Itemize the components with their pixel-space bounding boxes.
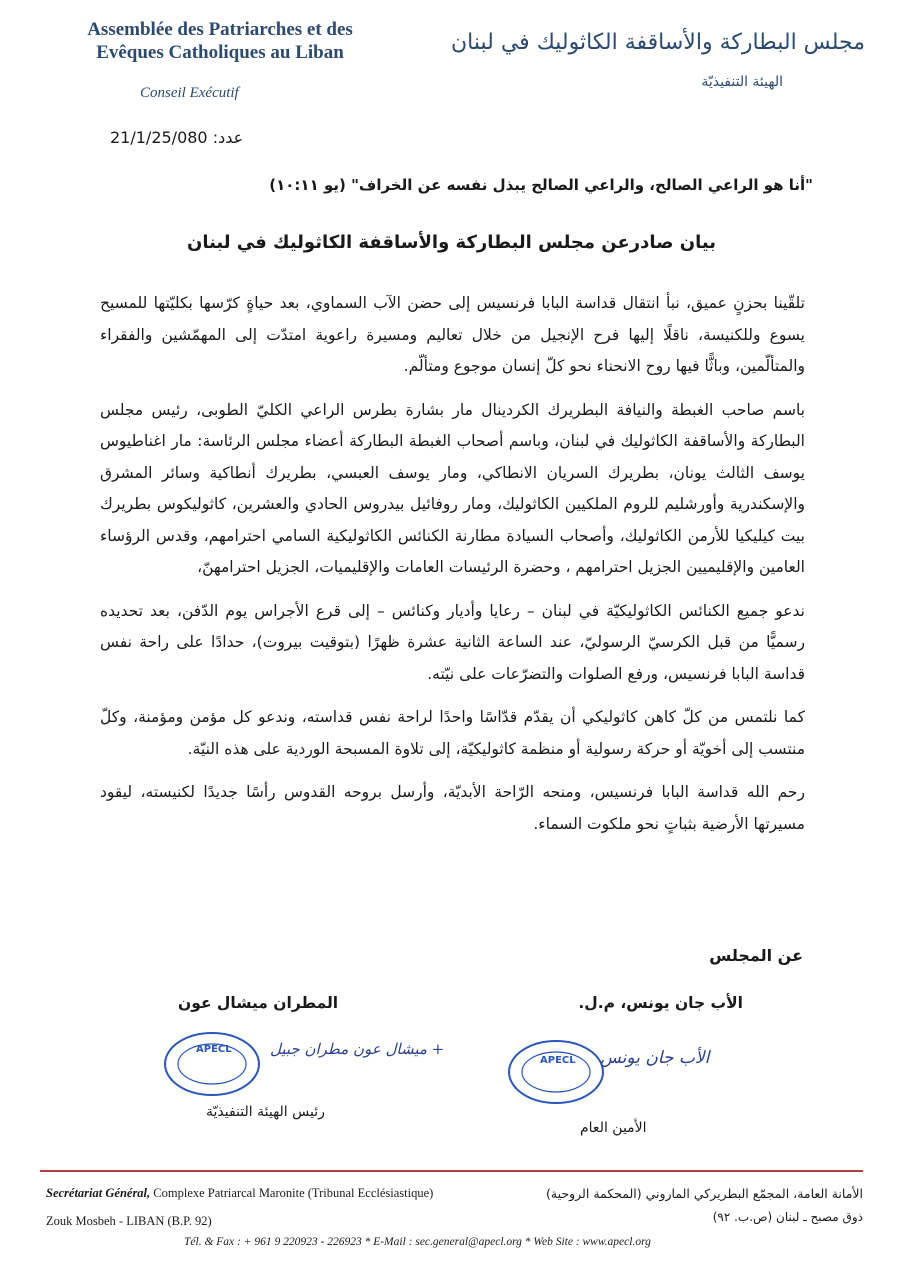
paragraph: باسم صاحب الغبطة والنيافة البطريرك الكردينال مار بشارة بطرس الراعي الكليّ الطوبى، رئيس مجلس البطاركة والأساقفة الكاثوليك في لبنان، وباسم أصحاب الغبطة البطاركة أعضاء مجلس الرئاسة: مار اغناطيوس يوسف الثالث يونان، بطريرك السريان الانطاكي، ومار يوسف العبسي، بطريرك أنطاكية وسائر المشرق والإسكندرية وأورشليم للروم الملكيين الكاثوليك، ومار روفائيل بيدروس الحادي والعشرين، كاثوليكوس بطريرك بيت كيليكيا للأرمن الكاثوليك، وأصحاب السيادة مطارنة الكنائس الكاثوليكية السامي احترامهم، وقدس الرؤساء العامين والإقليميين الجزيل احترامهم ، وحضرة الرئيسات العامات والإقليميات، الجزيل احترامهنّ، — [100, 400, 805, 576]
paragraph: تلقّينا بحزنٍ عميق، نبأ انتقال قداسة البابا فرنسيس إلى حضن الآب السماوي، بعد حياةٍ كرّسها بكليّتها للمسيح يسوع وللكنيسة، ناقلًا إليها فرح الإنجيل من خلال تعاليم ومسيرة راعوية امتدّت إلى المهمّشين والفقراء والمتألّمين، وباثًّا فيها روح الانحناء نحو كلّ إنسان موجوع ومتألّم. — [100, 294, 805, 375]
stamp-left-icon — [162, 1030, 262, 1098]
signatory-left-role: رئيس الهيئة التنفيذيّة — [206, 1104, 325, 1120]
org-name-arabic: مجلس البطاركة والأساقفة الكاثوليك في لبنان — [451, 30, 865, 55]
signature-left: + ميشال عون مطران جبيل — [270, 1040, 445, 1058]
stamp-left-text: APECL — [196, 1044, 232, 1055]
stamp-right-text: APECL — [540, 1055, 576, 1066]
org-name-french — [40, 18, 400, 64]
footer-contact: Tél. & Fax : + 961 9 220923 - 226923 * E-Mail : sec.general@apecl.org * Web Site : www.apecl.org — [184, 1236, 651, 1248]
signatory-right-role: الأمين العام — [580, 1120, 647, 1136]
reference-number — [110, 128, 243, 147]
footer-secretariat-fr — [46, 1186, 433, 1201]
org-name-fr-line2: Evêques Catholiques au Liban — [96, 42, 344, 63]
reference-label: عدد: — [212, 128, 244, 147]
stamp-right-icon — [506, 1038, 606, 1106]
paragraph: كما نلتمس من كلّ كاهن كاثوليكي أن يقدّم قدّاسًا واحدًا لراحة نفس قداسته، وندعو كل مؤمن ومؤمنة، وكلّ منتسب إلى أخويّة أو حركة رسولية أو منظمة كاثوليكيّة، إلى تلاوة المسبحة الوردية على هذه النيّة. — [100, 708, 805, 758]
footer-secretariat-ar: الأمانة العامة، المجمّع البطريركي الماروني (المحكمة الروحية) — [546, 1186, 863, 1201]
statement-title: بيان صادرعن مجلس البطاركة والأساقفة الكاثوليك في لبنان — [186, 232, 717, 253]
footer-secretariat-fr-bold: Secrétariat Général, — [46, 1186, 151, 1200]
paragraph: ندعو جميع الكنائس الكاثوليكيّة في لبنان – رعايا وأديار وكنائس – إلى قرع الأجراس يوم الدّفن، بعد تحديده رسميًّا من قبل الكرسيّ الرسوليّ، عند الساعة الثانية عشرة ظهرًا (بتوقيت بيروت)، حدادًا على راحة نفس قداسة البابا فرنسيس، ورفع الصلوات والتضرّعات على نيّته. — [100, 601, 805, 683]
signatory-right-name: الأب جان يونس، م.ل. — [578, 994, 743, 1012]
paragraph: رحم الله قداسة البابا فرنسيس، ومنحه الرّاحة الأبديّة، وأرسل بروحه القدوس رأسًا جديدًا لكنيسته، ليقود مسيرتها الأرضية بثباتٍ نحو ملكوت السماء. — [100, 783, 805, 833]
reference-value: 21/1/25/080 — [110, 128, 208, 147]
org-subtitle-arabic: الهيئة التنفيذيّة — [701, 74, 783, 90]
signature-right: الأب جان يونس — [600, 1048, 710, 1068]
footer-address-ar: ذوق مصبح ـ لبنان (ص.ب. ٩٢) — [712, 1210, 863, 1224]
footer-address-fr: Zouk Mosbeh - LIBAN (B.P. 92) — [46, 1214, 212, 1228]
footer-secretariat-fr-rest: Complexe Patriarcal Maronite (Tribunal Ecclésiastique) — [150, 1186, 434, 1200]
signatory-left-name: المطران ميشال عون — [178, 994, 339, 1012]
council-label: عن المجلس — [709, 946, 803, 965]
statement-body — [100, 288, 805, 852]
org-name-fr-line1: Assemblée des Patriarches et des — [87, 19, 353, 40]
conseil-executif: Conseil Exécutif — [140, 85, 239, 101]
scripture-quote: "أنا هو الراعي الصالح، والراعي الصالح يبذل نفسه عن الخراف" (يو ١٠:١١) — [269, 176, 813, 194]
footer-divider — [40, 1170, 863, 1172]
